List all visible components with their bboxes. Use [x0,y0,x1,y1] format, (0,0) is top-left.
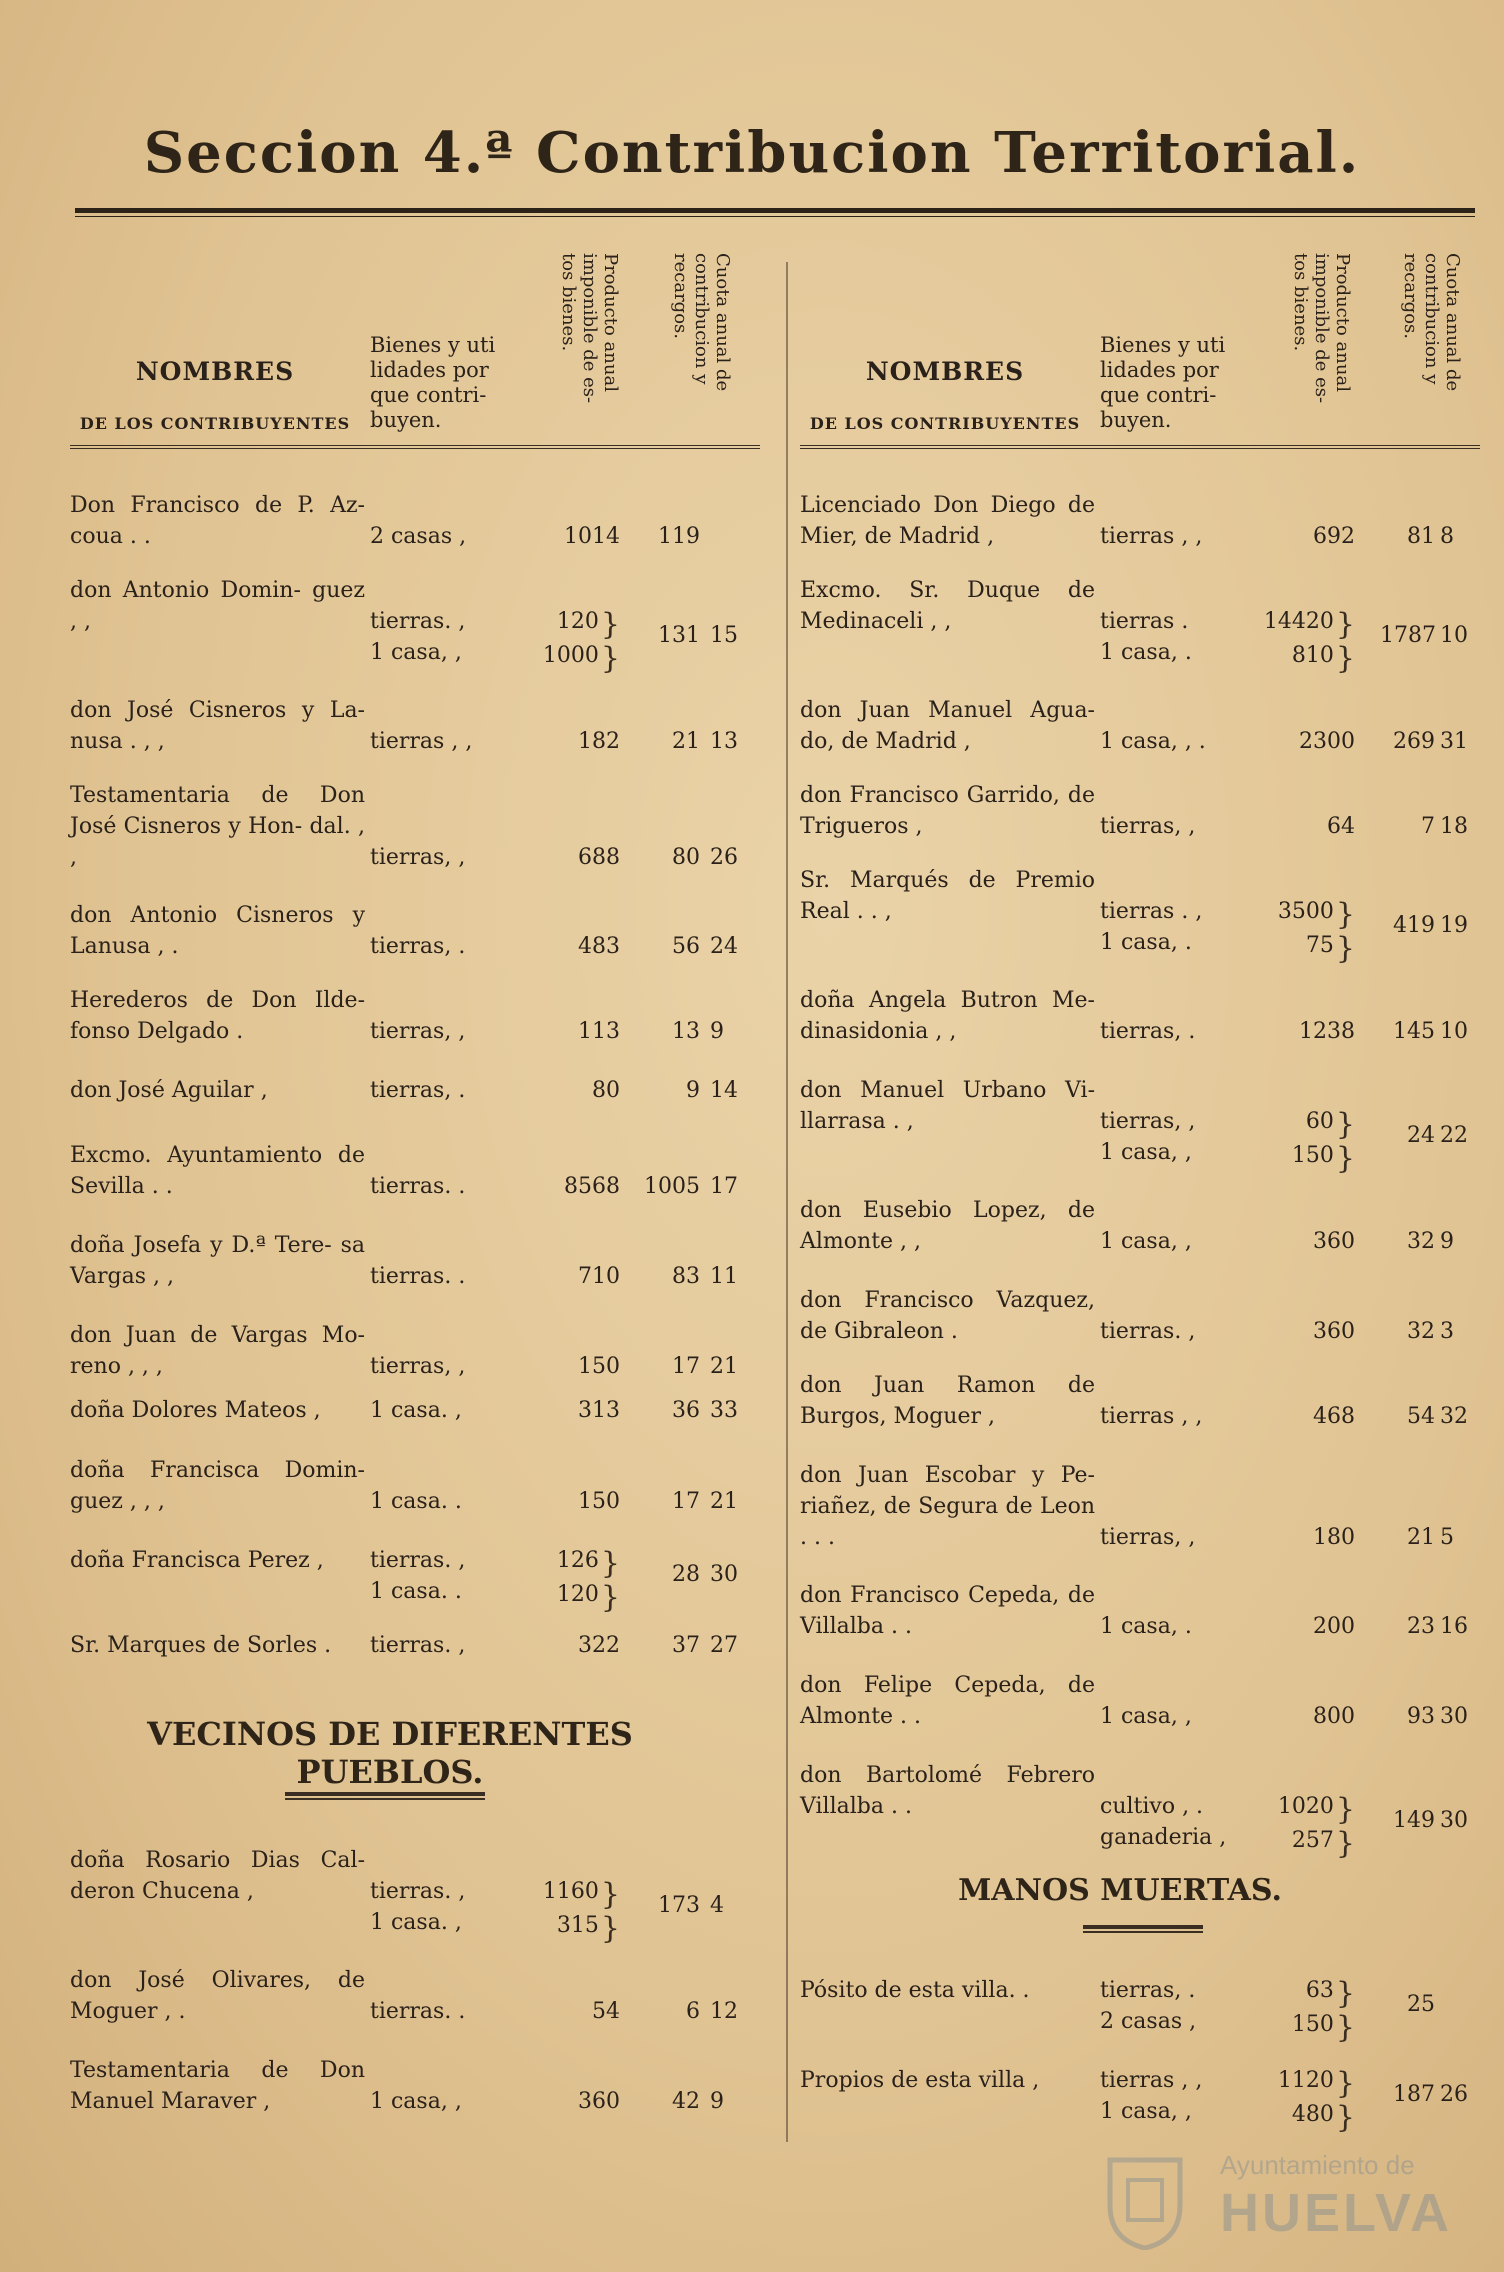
table-cell: tierras , , [370,729,473,754]
table-cell: 710 [578,1264,620,1289]
table-cell: 688 [578,845,620,870]
table-cell: Excmo. Sr. Duque de Medinaceli , , [800,578,1095,634]
table-cell: tierras, . [370,934,466,959]
left-column: NOMBRES DE LOS CONTRIBUYENTES Bienes y uti lidades por que contri- buyen. Producto anual imponible de es- tos bienes. Cuota anual de contribucion y recargos. Don Francisco de P. Az- coua . . 2 casas , 1014 119 don Antonio Domin- guez , , tierras. , 1 casa, , 120} 1000} 131 15 don José Cisneros y La- nusa . , , tierras , , 182 21 13 Testamentaria de Don José Cisneros y Hon- dal. , , tierras, , 688 80 26 don Antonio Cisneros y Lanusa , . tierras, . 483 56 24 Herederos de Don Ilde- fonso Delgado . tierras, , 113 13 9 don José Aguilar , tierras, . 80 9 14 Excmo. Ayuntamiento de Sevilla . . tierras. . 8568 1005 17 doña Josefa y D.ª Tere- sa Vargas , , tierras. . 710 83 11 don Juan de Vargas Mo- reno , , , tierras, , 150 17 21 doña Dolores Mateos , 1 casa. , 313 36 33 doña Francisca Domin- guez , , , 1 casa. . 150 17 21 doña Francisca Perez , tierras. , 1 casa. . 126} 120} 28 30 Sr. Marques de Sorles . tierras. , 322 37 27 VECINOS DE DIFERENTES PUEBLOS. doña Rosario Dias Cal- deron Chucena , tierras. , 1 casa. , 1160} 315} 173 4 don José Olivares, de Moguer , . tierras. . 54 6 12 Testamentaria de Don Manuel Maraver , 1 casa, , 360 42 9 [70,245,760,449]
table-cell: 16 [1440,1614,1468,1639]
table-cell: DE LOS CONTRIBUYENTES [79,414,351,433]
table-cell: 692 [1313,524,1355,549]
table-cell: 17 [672,1489,700,1514]
table-cell: 21 [710,1489,738,1514]
table-cell: 60 [1305,1109,1334,1134]
table-cell: tierras. , [1100,1319,1196,1344]
table-cell: tierras. . [370,1264,466,1289]
table-cell: 360 [1313,1319,1355,1344]
table-cell: 1 casa, , [370,2089,462,2114]
table-cell: 19 [1440,913,1468,938]
watermark-stamp [1100,2140,1480,2260]
table-cell: 54 [1407,1404,1435,1429]
table-cell: don Eusebio Lopez, de Almonte , , [800,1198,1095,1254]
table-cell: tierras. . [370,1174,466,1199]
table-cell: 269 [1393,729,1435,754]
table-cell: 13 [710,729,738,754]
table-cell: 200 [1313,1614,1355,1639]
table-cell: don José Olivares, de Moguer , . [70,1968,365,2024]
header-cuota: Cuota anual de contribucion y recargos. [670,253,733,392]
table-cell: Excmo. Ayuntamiento de Sevilla . . [70,1143,365,1199]
table-cell: 37 [672,1633,700,1658]
header-producto: Producto anual imponible de es- tos bienes. [1290,253,1353,404]
table-cell: Herederos de Don Ilde- fonso Delgado . [70,988,365,1044]
table-cell: tierras, , [370,845,466,870]
table-cell: 483 [578,934,620,959]
table-cell: 6 [686,1999,700,2024]
table-cell: 64 [1327,814,1355,839]
header-names [800,357,1090,433]
table-cell: 480 [1291,2102,1334,2127]
table-cell: 23 [1407,1614,1435,1639]
table-cell: don Manuel Urbano Vi- llarrasa . , [800,1078,1095,1134]
table-cell: Licenciado Don Diego de Mier, de Madrid , [800,493,1095,549]
table-cell: 56 [672,934,700,959]
table-cell: tierras , , [1100,2068,1203,2093]
table-cell: don Francisco Vazquez, de Gibraleon . [800,1288,1095,1344]
table-cell: tierras, . [370,1078,466,1103]
table-cell: 173 [658,1893,700,1918]
table-cell: 1 casa, . [1100,640,1192,665]
table-cell: NOMBRES [135,357,295,386]
table-cell: don Antonio Domin- guez , , [70,578,365,634]
table-cell: 21 [710,1354,738,1379]
table-cell: doña Angela Butron Me- dinasidonia , , [800,988,1095,1044]
table-cell: 10 [1440,623,1468,648]
table-cell: don Juan Escobar y Pe- riañez, de Segura de Leon . . . [800,1463,1095,1550]
table-cell: tierras , , [1100,524,1203,549]
table-cell: 21 [672,729,700,754]
table-cell: 32 [1407,1229,1435,1254]
page-title: Seccion 4.ª Contribucion Territorial. [143,120,1361,186]
table-cell: tierras , , [1100,1404,1203,1429]
table-cell: 1787 [1380,623,1436,648]
table-cell: 83 [672,1264,700,1289]
table-cell: 2 casas , [1100,2009,1197,2034]
table-cell: 9 [1440,1229,1454,1254]
header-names [70,357,360,433]
table-cell: 4 [710,1893,724,1918]
table-cell: tierras . , [1100,899,1203,924]
table-cell: 18 [1440,814,1468,839]
table-cell: 24 [1407,1123,1435,1148]
table-cell: 3 [1440,1319,1454,1344]
table-cell: 30 [1440,1704,1468,1729]
table-cell: tierras, , [1100,1525,1196,1550]
table-cell: 9 [686,1078,700,1103]
table-cell: 8568 [564,1174,620,1199]
table-cell: 2300 [1299,729,1355,754]
table-cell: 360 [578,2089,620,2114]
table-header [800,245,1480,449]
table-cell: 31 [1440,729,1468,754]
table-cell: don Francisco Garrido, de Trigueros , [800,783,1095,839]
table-cell: 28 [672,1562,700,1587]
table-cell: HUELVA [1220,2183,1452,2243]
table-cell: 63 [1305,1978,1334,2003]
table-cell: 22 [1440,1123,1468,1148]
table-cell: 1 casa. . [370,1489,462,1514]
table-cell: NOMBRES [865,357,1025,386]
table-cell: 13 [672,1019,700,1044]
table-cell: tierras. . [370,1999,466,2024]
table-cell: don Felipe Cepeda, de Almonte . . [800,1673,1095,1729]
section-manos-muertas-title: MANOS MUERTAS. [958,1873,1282,1908]
table-cell: 12 [710,1999,738,2024]
table-cell: 126 [556,1548,599,1573]
header-cuota: Cuota anual de contribucion y recargos. [1400,253,1463,392]
table-cell: doña Dolores Mateos , [70,1398,321,1423]
table-cell: 93 [1407,1704,1435,1729]
table-cell: 810 [1291,643,1334,668]
table-cell: 80 [672,845,700,870]
table-cell: Propios de esta villa , [800,2068,1040,2093]
table-cell: 9 [710,2089,724,2114]
table-cell: 32 [1440,1404,1468,1429]
table-cell: DE LOS CONTRIBUYENTES [809,414,1081,433]
table-cell: 54 [592,1999,620,2024]
table-cell: 1 casa, , . [1100,729,1206,754]
table-cell: 120 [556,609,599,634]
table-cell: 180 [1313,1525,1355,1550]
table-cell: 1120 [1277,2068,1334,2093]
header-bienes: Bienes y uti lidades por que contri- buyen. [1100,333,1226,432]
table-cell: 150 [578,1354,620,1379]
table-cell: 1020 [1277,1794,1334,1819]
table-cell: 257 [1291,1828,1334,1853]
table-cell: 1 casa, . [1100,930,1192,955]
table-cell: don Bartolomé Febrero Villalba . . [800,1763,1095,1819]
table-cell: tierras, , [370,1019,466,1044]
table-cell: 150 [1291,2012,1334,2037]
table-cell: tierras. , [370,1633,466,1658]
table-cell: 25 [1407,1992,1435,2017]
table-cell: 9 [710,1019,724,1044]
table-cell: cultivo , . [1100,1794,1204,1819]
table-cell: doña Josefa y D.ª Tere- sa Vargas , , [70,1233,365,1289]
table-cell: 1 casa, . [1100,1614,1192,1639]
table-cell: doña Francisca Perez , [70,1548,324,1573]
table-cell: tierras, . [1100,1978,1196,2003]
table-cell: 24 [710,934,738,959]
table-cell: 21 [1407,1525,1435,1550]
table-cell: 120 [556,1582,599,1607]
table-cell: 1 casa, , [1100,1140,1192,1165]
table-cell: 3500 [1277,899,1334,924]
section-vecinos-title: VECINOS DE DIFERENTES PUEBLOS. [147,1715,633,1791]
table-cell: 182 [578,729,620,754]
table-cell: 1 casa, , [370,640,462,665]
table-cell: Testamentaria de Don José Cisneros y Hon- dal. , , [70,783,365,870]
coat-of-arms-icon [1100,2150,1190,2250]
table-cell: don Juan Ramon de Burgos, Moguer , [800,1373,1095,1429]
table-cell: 30 [710,1562,738,1587]
section-ornament [1083,1925,1203,1933]
table-cell: 145 [1393,1019,1435,1044]
table-cell: ganaderia , [1100,1825,1227,1850]
table-cell: 1 casa, , [1100,2099,1192,2124]
section-ornament [285,1792,485,1800]
table-cell: 10 [1440,1019,1468,1044]
table-cell: 26 [710,845,738,870]
table-cell: 7 [1421,814,1435,839]
table-cell: 27 [710,1633,738,1658]
table-cell: 113 [578,1019,620,1044]
table-cell: 187 [1393,2082,1435,2107]
table-cell: 1160 [542,1879,599,1904]
table-cell: 81 [1407,524,1435,549]
table-cell: 131 [658,623,700,648]
table-cell: 14 [710,1078,738,1103]
table-cell: 42 [672,2089,700,2114]
table-cell: 1 casa, , [1100,1229,1192,1254]
table-cell: don Juan de Vargas Mo- reno , , , [70,1323,365,1379]
table-cell: 119 [658,524,700,549]
table-cell: tierras, , [1100,1109,1196,1134]
table-cell: 150 [1291,1143,1334,1168]
table-cell: 75 [1305,933,1334,958]
table-header [70,245,760,449]
title-rule [75,208,1475,217]
table-cell: 1 casa. , [370,1398,462,1423]
table-cell: 1 casa, , [1100,1704,1192,1729]
table-cell: tierras. , [370,1879,466,1904]
table-cell: 5 [1440,1525,1454,1550]
table-cell: tierras, , [370,1354,466,1379]
table-cell: 32 [1407,1319,1435,1344]
table-cell: don José Cisneros y La- nusa . , , [70,698,365,754]
table-cell: 322 [578,1633,620,1658]
table-cell: 315 [556,1913,599,1938]
table-cell: 15 [710,623,738,648]
table-cell: 1238 [1299,1019,1355,1044]
table-cell: 11 [710,1264,738,1289]
table-cell: tierras . [1100,609,1189,634]
right-column: NOMBRES DE LOS CONTRIBUYENTES Bienes y uti lidades por que contri- buyen. Producto anual imponible de es- tos bienes. Cuota anual de contribucion y recargos. Licenciado Don Diego de Mier, de Madrid , tierras , , 692 81 8 Excmo. Sr. Duque de Medinaceli , , tierras . 1 casa, . 14420} 810} 1787 10 don Juan Manuel Agua- do, de Madrid , 1 casa, , . 2300 269 31 don Francisco Garrido, de Trigueros , tierras, , 64 7 18 Sr. Marqués de Premio Real . . , tierras . , 1 casa, . 3500} 75} 419 19 doña Angela Butron Me- dinasidonia , , tierras, . 1238 145 10 don Manuel Urbano Vi- llarrasa . , tierras, , 1 casa, , 60} 150} 24 22 don Eusebio Lopez, de Almonte , , 1 casa, , 360 32 9 don Francisco Vazquez, de Gibraleon . tierras. , 360 32 3 don Juan Ramon de Burgos, Moguer , tierras , , 468 54 32 don Juan Escobar y Pe- riañez, de Segura de Leon . . . tierras, , 180 21 5 don Francisco Cepeda, de Villalba . . 1 casa, . 200 23 16 don Felipe Cepeda, de Almonte . . 1 casa, , 800 93 30 don Bartolomé Febrero Villalba . . cultivo , . ganaderia , 1020} 257} 149 30 MANOS MUERTAS. Pósito de esta villa. . tierras, . 2 casas , 63} 150} 25 Propios de esta villa , tierras , , 1 casa, , 1120} 480} 187 26 [800,245,1480,449]
table-cell: 800 [1313,1704,1355,1729]
table-cell: 419 [1393,913,1435,938]
header-bienes: Bienes y uti lidades por que contri- buyen. [370,333,496,432]
table-cell: Ayuntamiento de [1220,2150,1415,2180]
table-cell: Don Francisco de P. Az- coua . . [70,493,365,549]
table-cell: tierras. , [370,1548,466,1573]
table-cell: don Juan Manuel Agua- do, de Madrid , [800,698,1095,754]
table-cell: Pósito de esta villa. . [800,1978,1030,2003]
table-cell: 30 [1440,1808,1468,1833]
table-cell: tierras. , [370,609,466,634]
table-cell: 1 casa. . [370,1579,462,1604]
table-cell: don Antonio Cisneros y Lanusa , . [70,903,365,959]
table-cell: 33 [710,1398,738,1423]
table-cell: don Francisco Cepeda, de Villalba . . [800,1583,1095,1639]
column-divider [786,262,788,2142]
table-cell: 2 casas , [370,524,467,549]
table-cell: 8 [1440,524,1454,549]
table-cell: 17 [672,1354,700,1379]
table-cell: Sr. Marques de Sorles . [70,1633,332,1658]
table-cell: 150 [578,1489,620,1514]
table-cell: 36 [672,1398,700,1423]
table-cell: 14420 [1263,609,1334,634]
table-cell: 80 [592,1078,620,1103]
table-cell: 1 casa. , [370,1910,462,1935]
table-cell: doña Rosario Dias Cal- deron Chucena , [70,1848,365,1904]
table-cell: tierras, . [1100,1019,1196,1044]
table-cell: doña Francisca Domin- guez , , , [70,1458,365,1514]
table-cell: 26 [1440,2082,1468,2107]
table-cell: 1000 [542,643,599,668]
table-cell: 1014 [564,524,620,549]
table-cell: Sr. Marqués de Premio Real . . , [800,868,1095,924]
table-cell: 149 [1393,1808,1435,1833]
table-cell: 468 [1313,1404,1355,1429]
table-cell: tierras, , [1100,814,1196,839]
table-cell: 17 [710,1174,738,1199]
table-cell: 1005 [644,1174,700,1199]
header-producto: Producto anual imponible de es- tos bienes. [558,253,621,404]
table-cell: 360 [1313,1229,1355,1254]
table-cell: 313 [578,1398,620,1423]
table-cell: don José Aguilar , [70,1078,268,1103]
table-cell: Testamentaria de Don Manuel Maraver , [70,2058,365,2114]
